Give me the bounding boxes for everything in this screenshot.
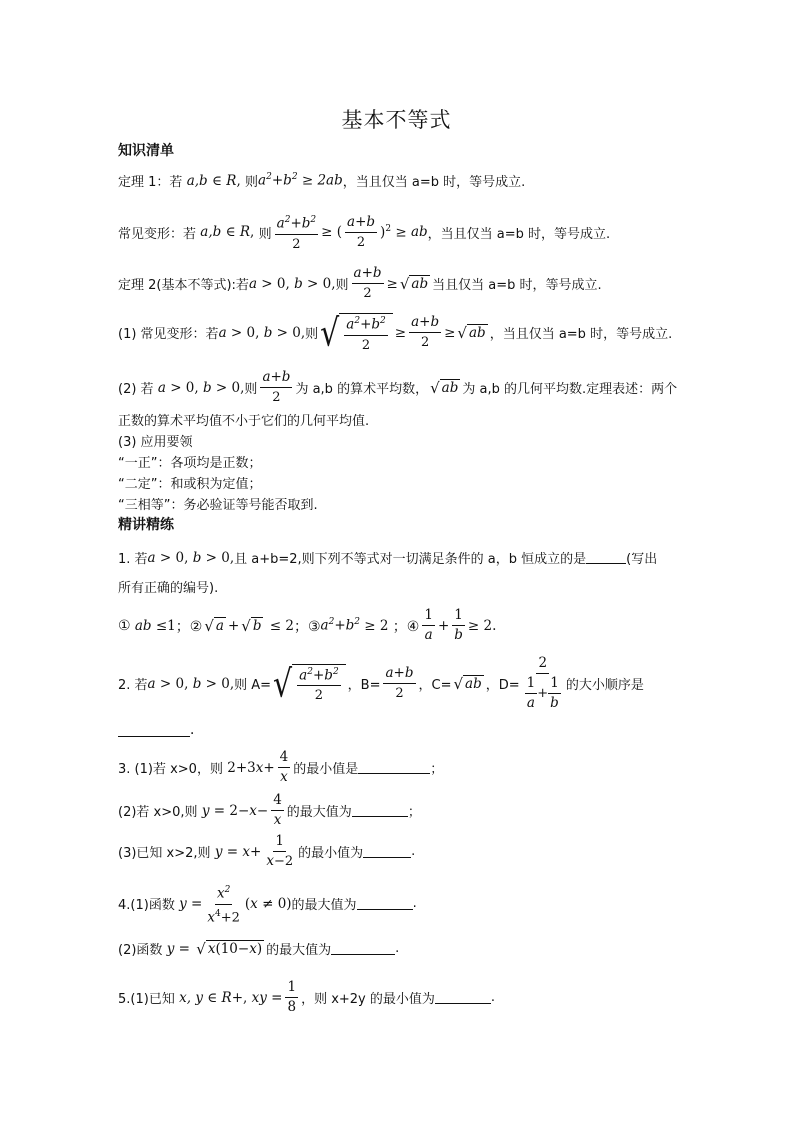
question-4-part-1: 4.(1)函数 y = $\frac{x^2}{x^4+2}$ ( x ≠ 0) 的最大值为 .	[118, 885, 417, 925]
application-rule-2: “二定”：和或积为定值；	[118, 477, 262, 492]
answer-blank[interactable]	[331, 942, 395, 955]
question-1-options: ① ab ≤1 ；② √ a + √ b ≤ 2 ；③ $a^2+b^2$ ≥ 2 ；④ $\frac{1}{a}$ + $\frac{1}{b}$ ≥ 2.	[118, 607, 497, 643]
question-3-part-1: 3. (1)若 x>0，则 2+3 x + $\frac{4}{x}$ 的最小值是 ；	[118, 749, 444, 785]
question-1-cont: 所有正确的编号).	[118, 581, 219, 596]
theorem-2-explanation-cont: 正数的算术平均值不小于它们的几何平均值.	[118, 414, 370, 429]
common-variation-1: 常见变形：若 a,b ∈ R , 则 $\frac{a^2+b^2}{2}$ ≥ ( $\frac{a+b}{2}$ )$^2$ ≥ ab ，当且仅当 a=b 时，等号成立.	[118, 213, 611, 252]
theorem-1: 定理 1：若 a,b ∈ R , 则 $a^2+b^2 \ge 2ab$ ，当且仅当 a=b 时，等号成立.	[118, 172, 526, 190]
section-heading-knowledge: 知识清单	[118, 143, 174, 159]
theorem-2: 定理 2(基本不等式):若 a > 0, b > 0, 则 $\frac{a+b}{2}$ ≥ √ ab 当且仅当 a=b 时，等号成立.	[118, 265, 602, 301]
question-1: 1. 若 a > 0, b > 0, 且 a+b=2,则下列不等式对一切满足条件的 a，b 恒成立的是 (写出	[118, 549, 658, 567]
application-rule-1: “一正”：各项均是正数；	[118, 456, 262, 471]
theorem-2-variation: (1) 常见变形：若 a > 0, b > 0, 则 √ $\frac{a^2+b^2}{2}$ ≥ $\frac{a+b}{2}$ ≥ √ ab ，当且仅当 a=b 时，等号成立.	[118, 311, 673, 355]
application-rule-3: “三相等”：务必验证等号能否取到.	[118, 498, 318, 513]
answer-blank[interactable]	[435, 991, 491, 1004]
answer-blank[interactable]	[358, 761, 430, 774]
question-2-cont: .	[118, 722, 681, 738]
page-title: 基本不等式	[341, 108, 452, 132]
answer-blank[interactable]	[363, 845, 411, 858]
answer-blank[interactable]	[352, 804, 408, 817]
application-heading: (3) 应用要领	[118, 435, 193, 450]
question-3-part-3: (3)已知 x>2,则 y = x + $\frac{1}{x-2}$ 的最小值为 .	[118, 833, 416, 869]
question-5: 5.(1)已知 x, y ∈ R + , xy = $\frac{1}{8}$ ，则 x+2y 的最小值为 .	[118, 979, 496, 1015]
question-2: 2. 若 a > 0, b > 0, 则 A= √ $\frac{a^2+b^2}{2}$ ，B= $\frac{a+b}{2}$ ，C= √ ab ，D= 2 $\frac{1}{a}$ + $\frac{1}{b}$ 的大小顺序是	[118, 655, 644, 711]
theorem-2-explanation: (2) 若 a > 0, b > 0, 则 $\frac{a+b}{2}$ 为 a,b 的算术平均数， √ ab 为 a,b 的几何平均数.定理表述：两个	[118, 369, 678, 405]
answer-blank[interactable]	[357, 897, 413, 910]
question-3-part-2: (2)若 x>0,则 y = 2− x − $\frac{4}{x}$ 的最大值为 ；	[118, 792, 421, 828]
answer-blank[interactable]	[586, 551, 626, 564]
question-4-part-2: (2)函数 y = √ x (10− x ) 的最大值为 .	[118, 940, 400, 958]
section-heading-practice: 精讲精练	[118, 517, 174, 533]
answer-blank[interactable]	[118, 724, 190, 737]
